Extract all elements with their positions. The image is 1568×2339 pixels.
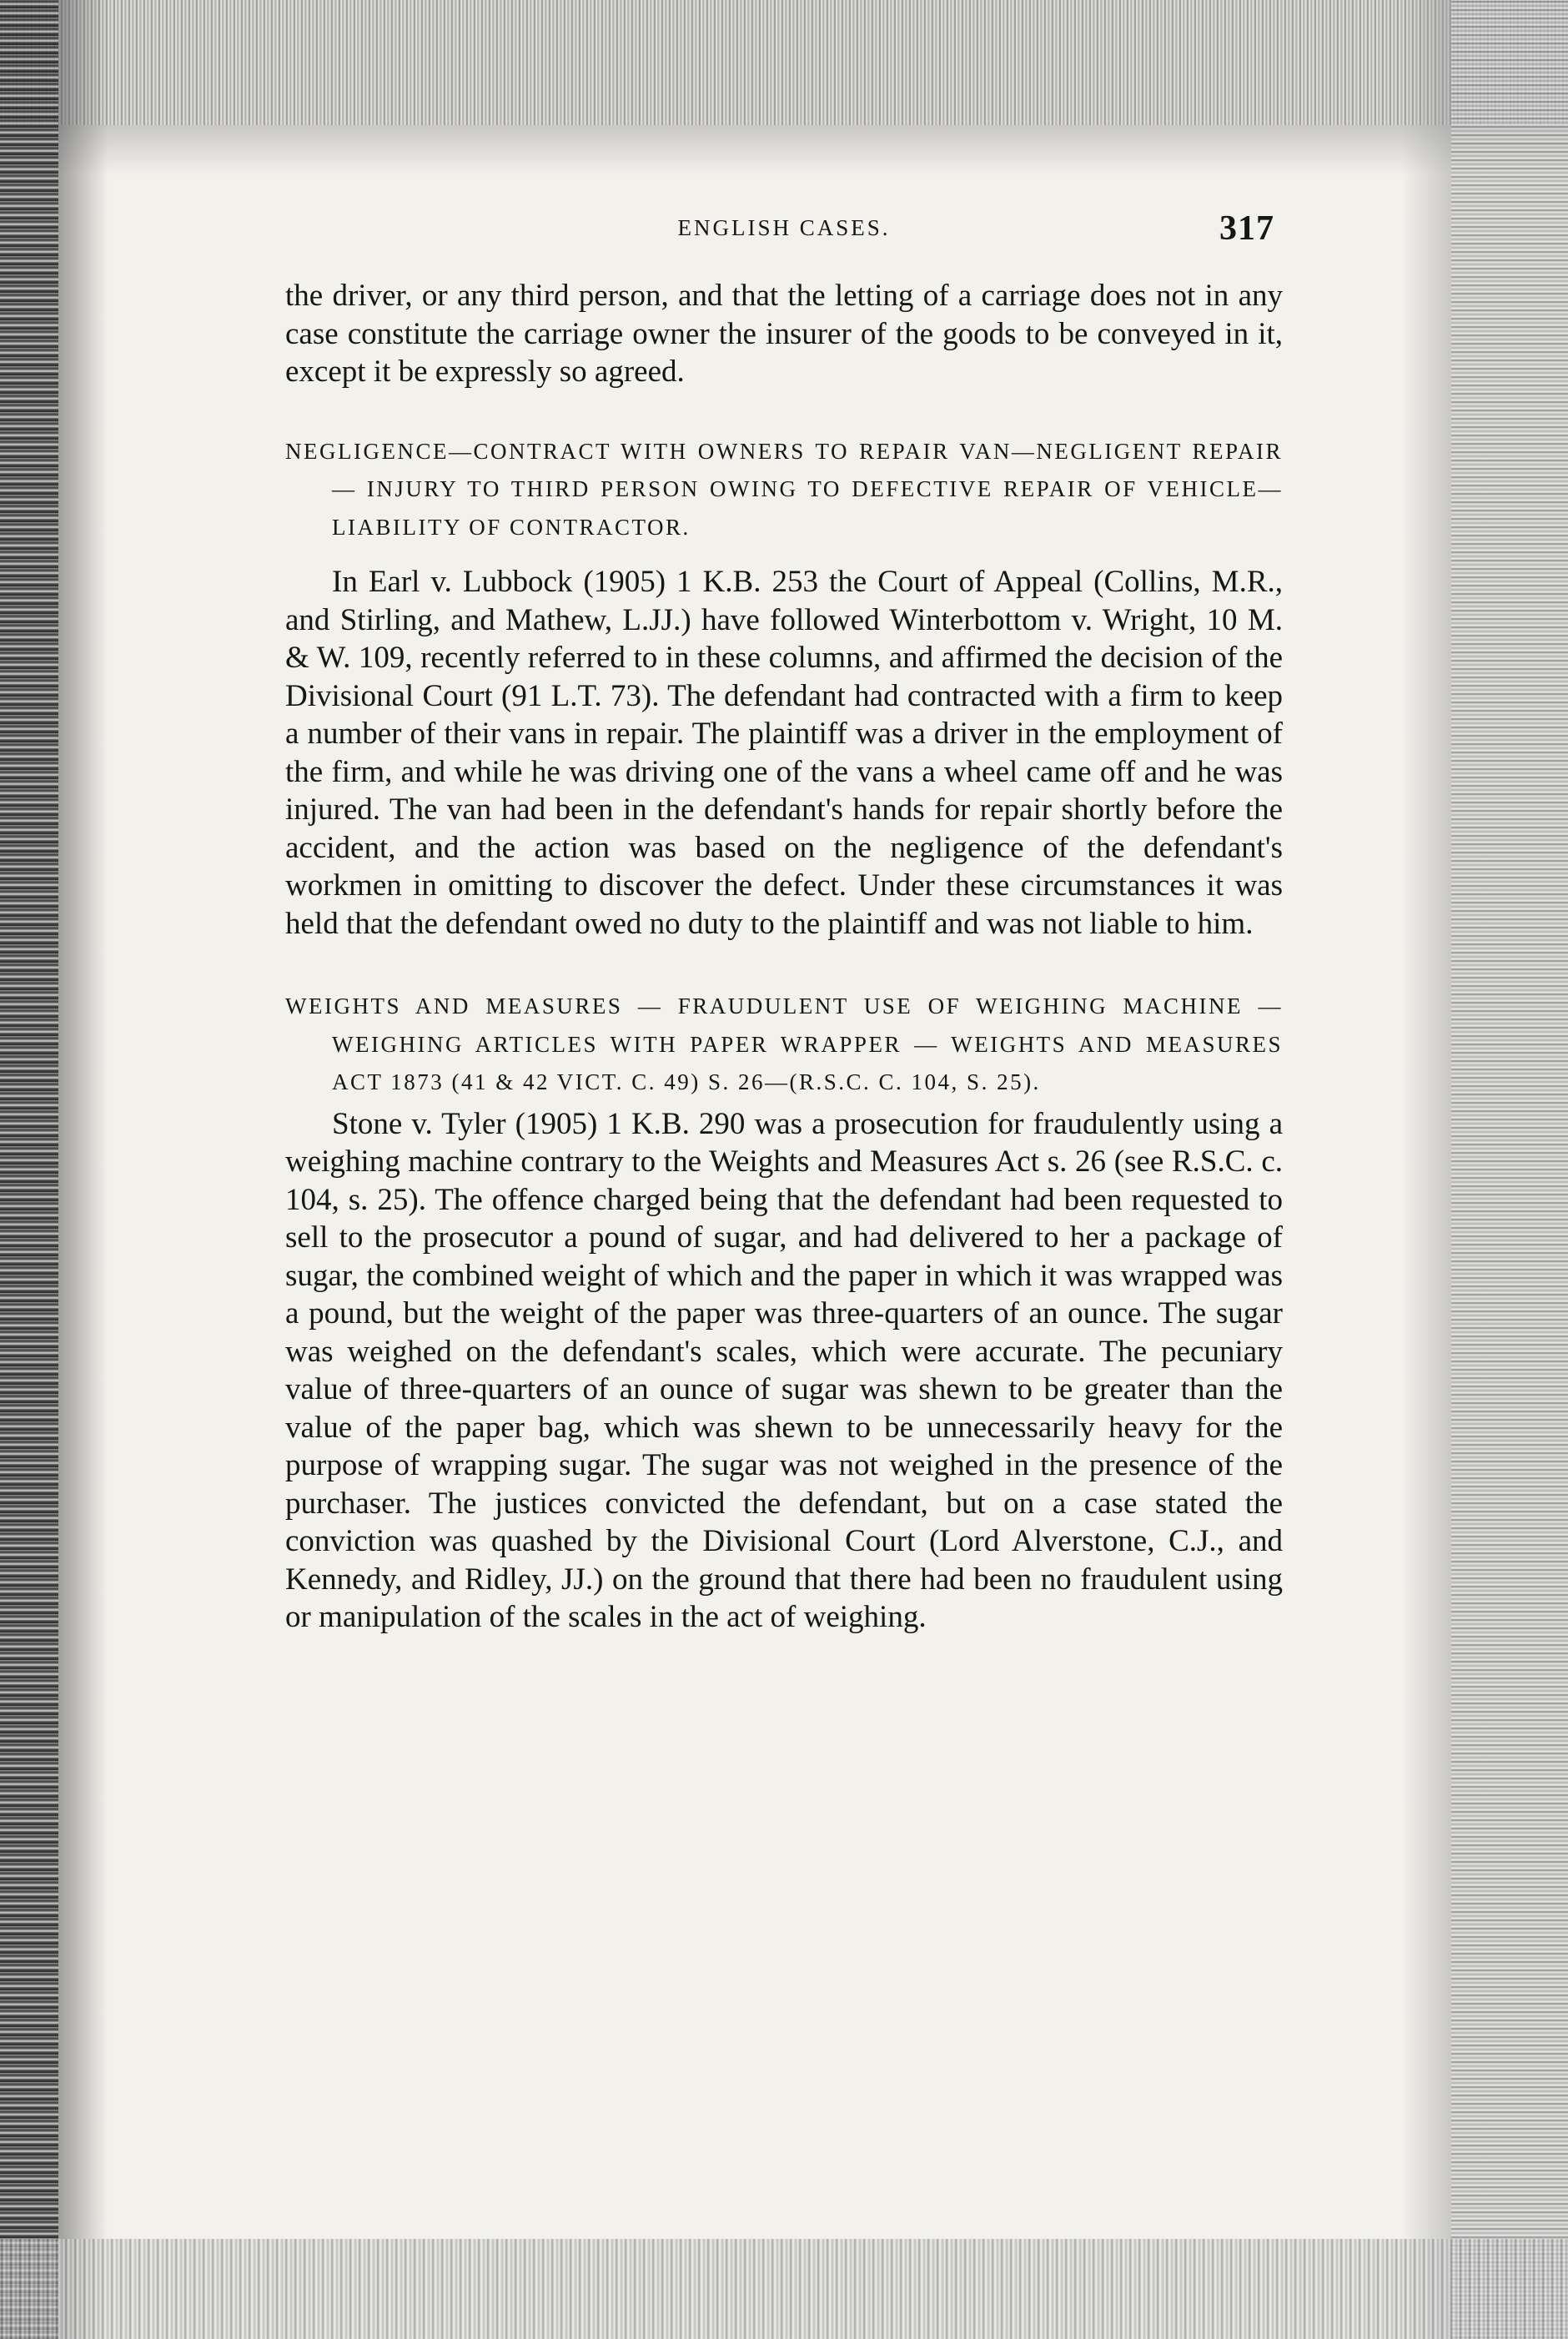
page-text-block <box>285 209 1283 1637</box>
running-title: ENGLISH CASES. <box>677 215 891 240</box>
case-body-stone-v-tyler: Stone v. Tyler (1905) 1 K.B. 290 was a prosecution for fraudulently using a weighing machine contrary to the Weights and Measures Act s. 26 (see R.S.C. c. 104, s. 25). The offence charged being that the defendant had been requested to sell to the prosecutor a pound of sugar, and had delivered to her a package of sugar, the combined weight of which and the paper in which it was wrapped was a pound, but the weight of the paper was three-quarters of an ounce. The sugar was weighed on the defendant's scales, which were accurate. The pecuniary value of three-quarters of an ounce of sugar was shewn to be greater than the value of the paper bag, which was shewn to be unnecessarily heavy for the purpose of wrapping sugar. The sugar was not weighed in the presence of the purchaser. The justices convicted the defendant, but on a case stated the conviction was quashed by the Divisional Court (Lord Alverstone, C.J., and Kennedy, and Ridley, JJ.) on the ground that there had been no fraudulent using or manipulation of the scales in the act of weighing. <box>285 1106 1283 1634</box>
continuation-paragraph: the driver, or any third person, and that the letting of a carriage does not in any case constitute the carriage owner the insurer of the goods to be conveyed in it, except it be expressly so agreed. <box>285 279 1283 389</box>
case-body-earl-v-lubbock: In Earl v. Lubbock (1905) 1 K.B. 253 the Court of Appeal (Collins, M.R., and Stirling, and Mathew, L.JJ.) have followed Winterbottom v. Wright, 10 M. & W. 109, recently referred to in these columns, and affirmed the decision of the Divisional Court (91 L.T. 73). The defendant had contracted with a firm to keep a number of their vans in repair. The plaintiff was a driver in the employment of the firm, and while he was driving one of the vans a wheel came off and he was injured. The van had been in the defendant's hands for repair shortly before the accident, and the action was based on the negligence of the defendant's workmen in omitting to discover the defect. Under these circumstances it was held that the defendant owed no duty to the plaintiff and was not liable to him. <box>285 565 1283 941</box>
case-heading-weights-measures: WEIGHTS AND MEASURES — FRAUDULENT USE OF WEIGHING MACHINE — WEIGHING ARTICLES WITH PAPER WRAPPER — WEIGHTS AND MEASURES ACT 1873 (41 & 42 VICT. C. 49) S. 26—(R.S.C. C. 104, S. 25). <box>285 993 1283 1094</box>
scan-edge-top <box>0 0 1568 125</box>
running-head <box>285 209 1283 259</box>
scan-edge-left <box>0 0 58 2339</box>
scan-edge-left-shadow <box>58 0 108 2339</box>
scan-edge-right-shadow <box>1401 0 1451 2339</box>
scan-edge-bottom <box>0 2239 1568 2339</box>
scan-edge-top-shadow <box>0 125 1568 175</box>
scan-edge-right <box>1451 0 1568 2339</box>
page-number: 317 <box>1219 209 1274 248</box>
case-heading-negligence: NEGLIGENCE—CONTRACT WITH OWNERS TO REPAIR VAN—NEGLIGENT REPAIR — INJURY TO THIRD PERSON OWING TO DEFECTIVE REPAIR OF VEHICLE—LIABILITY OF CONTRACTOR. <box>285 438 1283 540</box>
